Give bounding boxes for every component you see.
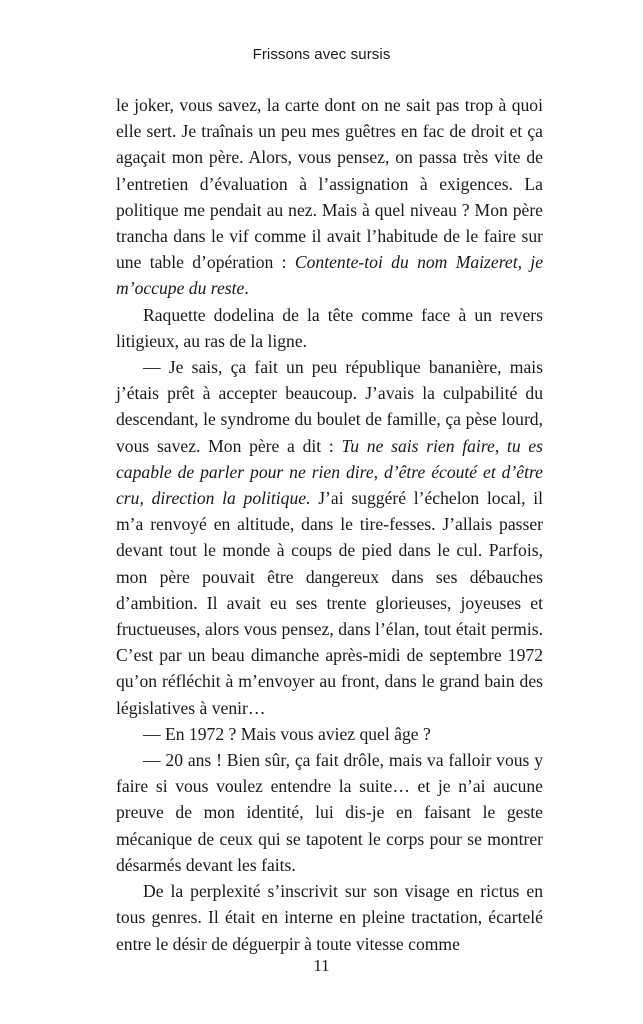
paragraph-3	[116, 354, 543, 721]
paragraph-1-italic: Contente-toi du nom Maizeret, je m’occupe du reste	[116, 252, 543, 299]
paragraph-2: Raquette dodelina de la tête comme face à un revers litigieux, au ras de la ligne.	[116, 304, 543, 351]
paragraph-1	[116, 92, 543, 302]
paragraph-3-italic: Tu ne sais rien faire, tu es capable de parler pour ne rien dire, d’être écouté et d’être cru, direction la politique.	[116, 435, 543, 509]
paragraph-3-text-a: — Je sais, ça fait un peu république bananière, mais j’étais prêt à accepter beaucoup. J’avais la culpabilité du descendant, le syndrome du boulet de famille, ça pèse lourd, vous savez. Mon père a dit :	[116, 357, 543, 456]
paragraph-1-text: le joker, vous savez, la carte dont on ne sait pas trop à quoi elle sert. Je traînais un peu mes guêtres en fac de droit et ça agaçait mon père. Alors, vous pensez, on passa très vite de l’entretien d’évaluation à l’assignation à exigences. La politique me pendait au nez. Mais à quel niveau ? Mon père trancha dans le vif comme il avait l’habitude de le faire sur une table d’opération :	[116, 95, 543, 273]
paragraph-3-text-b: J’ai suggéré l’échelon local, il m’a renvoyé en altitude, dans le tire-fesses. J’allais passer devant tout le monde à coups de pied dans le cul. Parfois, mon père pouvait être dangereux dans ses débauches d’ambition. Il avait eu ses trente glorieuses, joyeuses et fructueuses, alors vous pensez, dans l’élan, tout était permis. C’est par un beau dimanche après-midi de septembre 1972 qu’on réfléchit à m’envoyer au front, dans le grand bain des législatives à venir…	[116, 488, 543, 718]
page-number: 11	[313, 956, 330, 975]
paragraph-6: De la perplexité s’inscrivit sur son visage en rictus en tous genres. Il était en interne en pleine tractation, écartelé entre le désir de déguerpir à toute vitesse comme	[116, 881, 543, 954]
running-head: Frissons avec sursis	[252, 46, 391, 63]
paragraph-5: — 20 ans ! Bien sûr, ça fait drôle, mais va falloir vous y faire si vous voulez entendre la suite… et je n’ai aucune preuve de mon identité, lui dis-je en faisant le geste mécanique de ceux qui se tapotent le corps pour se montrer désarmés devant les faits.	[116, 750, 543, 875]
paragraph-4: — En 1972 ? Mais vous aviez quel âge ?	[143, 723, 431, 744]
paragraph-1-end: .	[244, 278, 249, 299]
body-text	[116, 92, 543, 957]
